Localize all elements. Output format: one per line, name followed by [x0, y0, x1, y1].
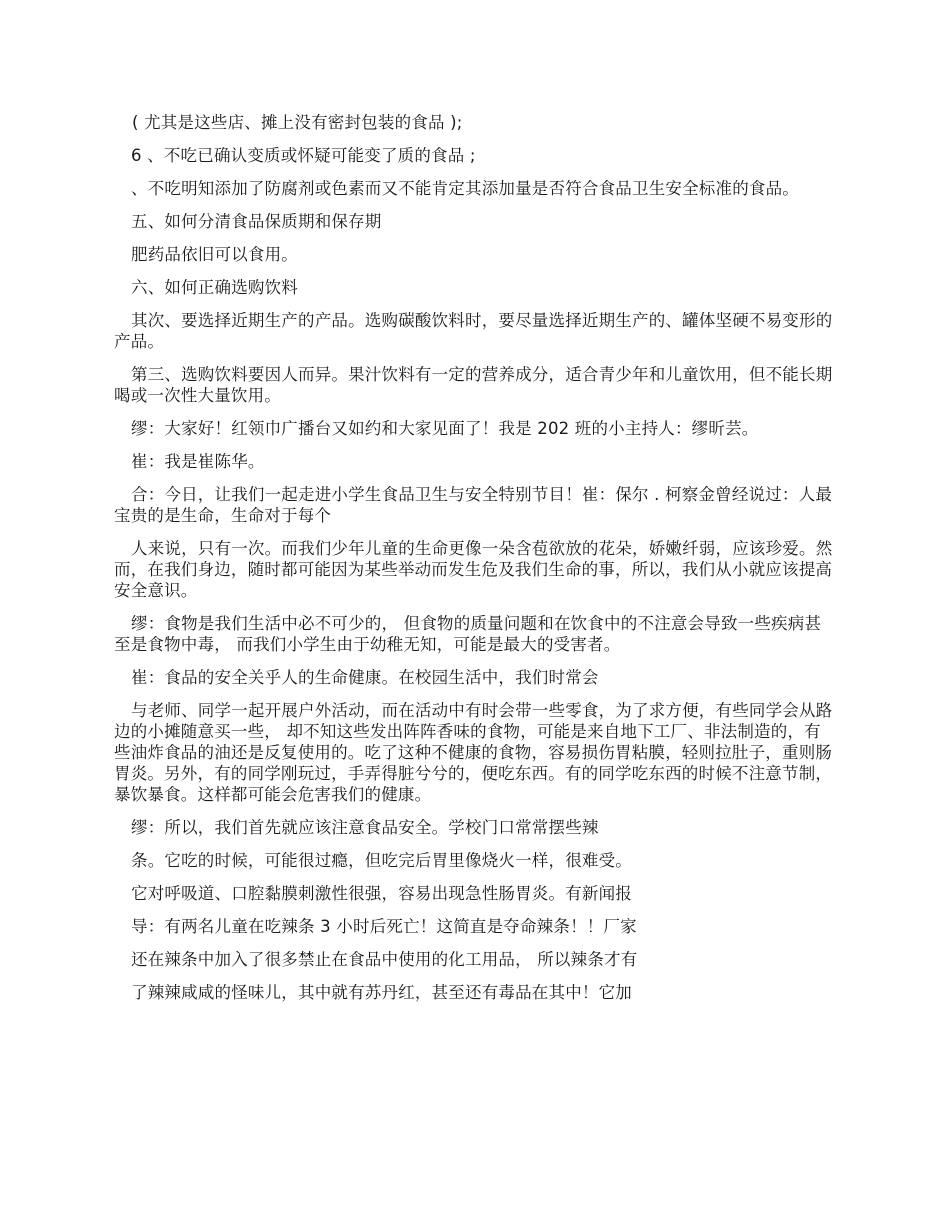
- paragraph: 与老师、同学一起开展户外活动，而在活动中有时会带一些零食，为了求方便，有些同学会从路边的小摊随意买一些， 却不知这些发出阵阵香味的食物，可能是来自地下工厂、非法制造的，有些油炸食品的油还是反复使用的。吃了这种不健康的食物，容易损伤胃粘膜，轻则拉肚子，重则肠胃炎。另外，有的同学刚玩过，手弄得脏兮兮的，便吃东西。有的同学吃东西的时候不注意节制，暴饮暴食。这样都可能会危害我们的健康。: [114, 701, 833, 804]
- paragraph: 肥药品依旧可以食用。: [131, 245, 298, 264]
- paragraph: 崔：我是崔陈华。: [131, 452, 265, 471]
- paragraph: 了辣辣咸咸的怪味儿，其中就有苏丹红，甚至还有毒品在其中！它加: [131, 983, 632, 1002]
- paragraph: 还在辣条中加入了很多禁止在食品中使用的化工用品， 所以辣条才有: [131, 950, 638, 969]
- paragraph: 人来说，只有一次。而我们少年儿童的生命更像一朵含苞欲放的花朵，娇嫩纤弱，应该珍爱。然而，在我们身边，随时都可能因为某些举动而发生危及我们生命的事，所以，我们从小就应该提高安全意识。: [114, 539, 833, 600]
- paragraph: 合：今日，让我们一起走进小学生食品卫生与安全特别节目！崔：保尔 . 柯察金曾经说过：人最宝贵的是生命，生命对于每个: [114, 485, 833, 525]
- paragraph: 、不吃明知添加了防腐剂或色素而又不能肯定其添加量是否符合食品卫生安全标准的食品。: [131, 179, 799, 198]
- paragraph: ( 尤其是这些店、摊上没有密封包装的食品 );: [132, 113, 463, 132]
- paragraph: 崔：食品的安全关乎人的生命健康。在校园生活中，我们时常会: [131, 668, 599, 687]
- paragraph: 它对呼吸道、口腔黏膜刺激性很强，容易出现急性肠胃炎。有新闻报: [131, 884, 632, 903]
- paragraph: 缪：食物是我们生活中必不可少的， 但食物的质量问题和在饮食中的不注意会导致一些疾病甚至是食物中毒， 而我们小学生由于幼稚无知，可能是最大的受害者。: [114, 614, 822, 654]
- paragraph: 第三、选购饮料要因人而异。果汁饮料有一定的营养成分，适合青少年和儿童饮用，但不能长期喝或一次性大量饮用。: [114, 365, 833, 405]
- paragraph: 导：有两名儿童在吃辣条 3 小时后死亡！这简直是夺命辣条！！厂家: [131, 917, 637, 936]
- paragraph: 缪：大家好！红领巾广播台又如约和大家见面了！我是 202 班的小主持人：缪昕芸。: [131, 419, 759, 438]
- section-heading: 六、如何正确选购饮料: [131, 278, 298, 297]
- paragraph: 条。它吃的时候，可能很过瘾，但吃完后胃里像烧火一样，很难受。: [131, 851, 632, 870]
- paragraph: 其次、要选择近期生产的产品。选购碳酸饮料时，要尽量选择近期生产的、罐体坚硬不易变形的产品。: [114, 311, 833, 351]
- document-body: [114, 112, 836, 1015]
- paragraph: 缪：所以，我们首先就应该注意食品安全。学校门口常常摆些辣: [131, 818, 599, 837]
- section-heading: 五、如何分清食品保质期和保存期: [131, 212, 382, 231]
- paragraph: 6 、不吃已确认变质或怀疑可能变了质的食品 ;: [131, 146, 476, 165]
